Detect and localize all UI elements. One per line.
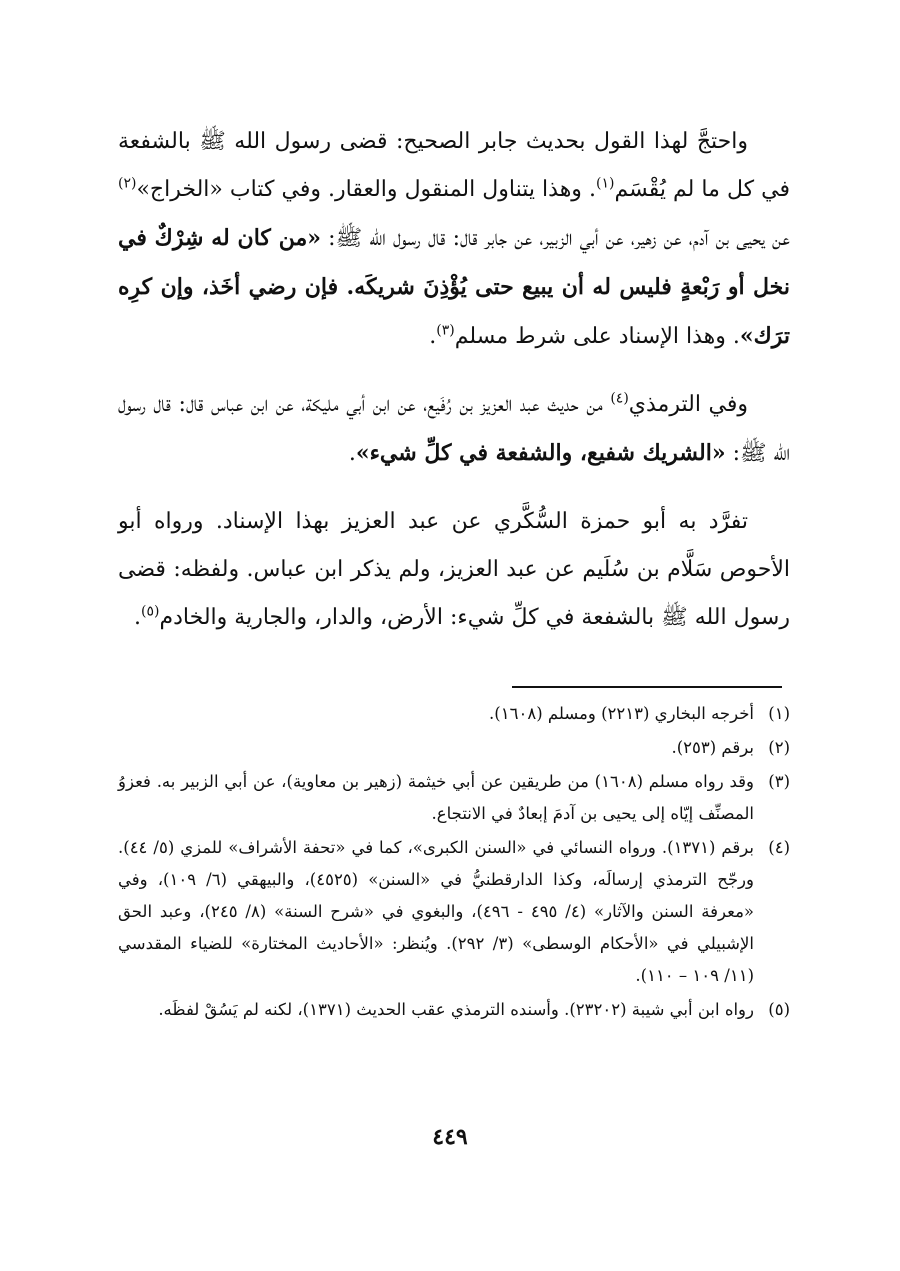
hadith-quote: «الشريك شفيع، والشفعة في كلِّ شيء»	[355, 440, 726, 466]
footnote-number: (٤)	[768, 838, 790, 857]
footnote-ref-4[interactable]: (٤)	[610, 390, 629, 407]
text-run: تفرَّد به أبو حمزة السُّكَّري عن عبد العزيز بهذا الإسناد. ورواه أبو الأحوص سَلَّام بن سُلَيم عن عبد العزيز، ولم يذكر ابن عباس. ولفظه: قضى رسول الله ﷺ بالشفعة في كلِّ شيء: الأرض، والدار، والجارية والخادم	[118, 509, 790, 630]
footnote-1	[118, 698, 790, 730]
footnotes	[118, 698, 790, 1028]
text-run: وفي الترمذي	[628, 392, 748, 417]
footnote-number: (١)	[768, 704, 790, 723]
paragraph-2	[118, 381, 790, 478]
footnote-ref-5[interactable]: (٥)	[141, 603, 160, 620]
footnote-number: (٣)	[768, 772, 790, 791]
footnote-text: رواه ابن أبي شيبة (٢٣٢٠٢). وأسنده الترمذي عقب الحديث (١٣٧١)، لكنه لم يَسُقْ لفظَه.	[158, 1000, 754, 1019]
footnote-text: برقم (٢٥٣).	[671, 738, 754, 757]
footnote-text: أخرجه البخاري (٢٢١٣) ومسلم (١٦٠٨).	[489, 704, 754, 723]
paragraph-1	[118, 118, 790, 361]
main-text	[118, 118, 790, 662]
text-run: عن يحيى بن آدم، عن زهير، عن أبي الزبير، عن جابر قال: قال رسول الله ﷺ:	[321, 226, 791, 251]
footnote-4	[118, 832, 790, 992]
footnote-3	[118, 766, 790, 830]
paragraph-3	[118, 498, 790, 642]
text-run: من حديث عبد العزيز بن رُفَيع، عن ابن أبي مليكة، عن ابن عباس قال: قال رسول الله ﷺ:	[118, 392, 790, 466]
text-run: . وهذا الإسناد على شرط مسلم	[454, 324, 740, 349]
hadith-quote: «من كان له شِرْكٌ في نخل أو رَبْعةٍ فليس له أن يبيع حتى يُؤْذِنَ شريكَه. فإن رضي أخَذ، وإن كرِه ترَك»	[118, 225, 790, 349]
footnote-text: برقم (١٣٧١). ورواه النسائي في «السنن الكبرى»، كما في «تحفة الأشراف» للمزي (٥/ ٤٤). ورجّح الترمذي إرسالَه، وكذا الدارقطنيُّ في «السنن» (٤٥٢٥)، والبيهقي (٦/ ١٠٩)، وفي «معرفة السنن والآثار» (٤/ ٤٩٥ - ٤٩٦)، والبغوي في «شرح السنة» (٨/ ٢٤٥)، وعبد الحق الإشبيلي في «الأحكام الوسطى» (٣/ ٢٩٢). ويُنظر: «الأحاديث المختارة» للضياء المقدسي (١١/ ١٠٩ – ١١٠).	[118, 838, 755, 985]
footnote-separator	[512, 686, 782, 688]
footnote-ref-3[interactable]: (٣)	[436, 322, 455, 339]
footnote-number: (٢)	[768, 738, 790, 757]
text-run: .	[348, 441, 356, 466]
footnote-number: (٥)	[768, 1000, 790, 1019]
text-run: . وهذا يتناول المنقول والعقار. وفي كتاب «الخراج»	[136, 177, 596, 202]
footnote-5	[118, 994, 790, 1026]
text-run: .	[134, 605, 142, 630]
footnote-2	[118, 732, 790, 764]
text-run: .	[429, 324, 437, 349]
footnote-ref-1[interactable]: (١)	[595, 175, 615, 192]
page-number: ٤٤٩	[432, 1124, 468, 1150]
footnote-text: وقد رواه مسلم (١٦٠٨) من طريقين عن أبي خيثمة (زهير بن معاوية)، عن أبي الزبير به. فعزوُ المصنِّف إيّاه إلى يحيى بن آدمَ إبعادٌ في الانتجاع.	[118, 772, 754, 823]
text-run: واحتجَّ لهذا القول بحديث جابر الصحيح: قضى رسول الله ﷺ بالشفعة في كل ما لم يُقْسَم	[118, 129, 791, 202]
footnote-ref-2[interactable]: (٢)	[118, 175, 137, 192]
